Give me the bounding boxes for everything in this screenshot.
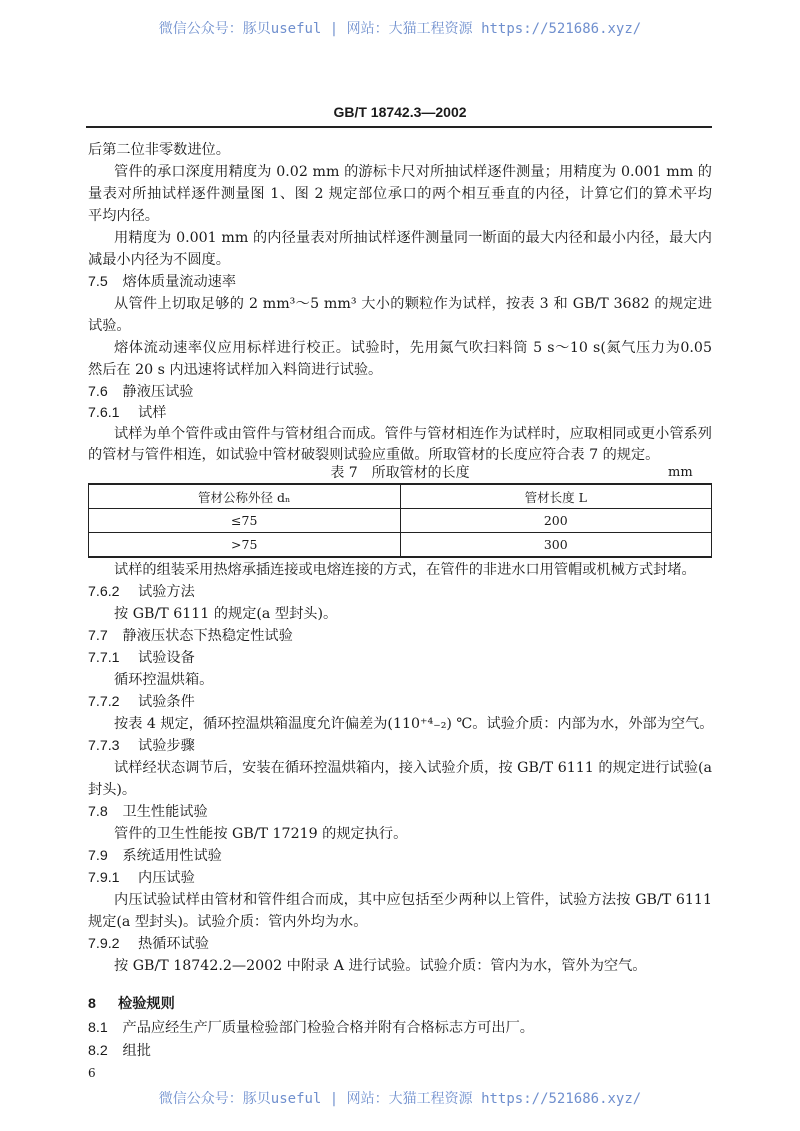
section-number: 7.7.1: [88, 650, 120, 666]
section-number: 7.6.1: [88, 405, 120, 421]
paragraph-line: 然后在 20 s 内迅速将试样加入料筒进行试验。: [88, 362, 383, 378]
column-header: 管材长度 L: [400, 484, 712, 509]
section-title: 试样: [138, 405, 167, 421]
paragraph-line: 平均内径。: [88, 208, 159, 224]
section-heading-7-7-2: [88, 693, 712, 711]
table-unit: mm: [668, 465, 693, 480]
header-rule: [86, 126, 712, 128]
paragraph-line: 试样经状态调节后，安装在循环控温烘箱内，接入试验介质，按 GB/T 6111 的规定进行试验(a: [114, 760, 712, 776]
table-cell: >75: [89, 533, 401, 558]
page-number: 6: [88, 1066, 96, 1080]
section-number: 7.6: [88, 384, 108, 400]
section-number: 7.7.2: [88, 694, 120, 710]
section-heading-7-6-1: [88, 404, 712, 422]
section-title: 静液压状态下热稳定性试验: [122, 628, 293, 644]
section-title: 试验步骤: [138, 738, 195, 754]
paragraph-line: 管件的承口深度用精度为 0.02 mm 的游标卡尺对所抽试样逐件测量；用精度为 0.001 mm 的: [114, 164, 712, 180]
table-row: [89, 509, 712, 533]
section-title: 静液压试验: [122, 384, 194, 400]
section-number: 7.9.1: [88, 870, 120, 886]
table-caption: 表 7 所取管材的长度: [330, 465, 470, 481]
section-number: 8.2: [88, 1043, 108, 1059]
paragraph-line: 试样为单个管件或由管件与管材组合而成。管件与管材相连作为试样时，应取相同或更小管系列: [114, 426, 712, 442]
paragraph-line: 熔体流动速率仪应用标样进行校正。试验时，先用氮气吹扫料筒 5 s～10 s(氮气压力为0.05: [114, 340, 712, 356]
section-heading-7-8: [88, 803, 712, 821]
paragraph-line: 按 GB/T 18742.2—2002 中附录 A 进行试验。试验介质：管内为水，管外为空气。: [114, 958, 647, 974]
section-title: 试验设备: [138, 650, 195, 666]
section-number: 8: [88, 996, 96, 1012]
column-header: 管材公称外径 dₙ: [89, 484, 401, 509]
section-title: 组批: [122, 1043, 151, 1059]
section-title: 熔体质量流动速率: [122, 274, 237, 290]
paragraph-line: 按 GB/T 6111 的规定(a 型封头)。: [114, 606, 338, 622]
section-title: 检验规则: [118, 996, 175, 1012]
section-heading-7-6-2: [88, 583, 712, 601]
section-number: 7.7: [88, 628, 108, 644]
watermark-bottom: 微信公众号：豚贝useful | 网站：大猫工程资源 https://521686.xyz/: [158, 1091, 642, 1107]
section-number: 7.8: [88, 804, 108, 820]
table-cell: 200: [400, 509, 712, 533]
paragraph-line: 试样的组装采用热熔承插连接或电熔连接的方式，在管件的非进水口用管帽或机械方式封堵。: [114, 562, 696, 578]
watermark-top: 微信公众号：豚贝useful | 网站：大猫工程资源 https://521686.xyz/: [158, 21, 642, 37]
section-title: 热循环试验: [138, 936, 209, 952]
paragraph-line: 循环控温烘箱。: [114, 672, 214, 688]
paragraph-line: 试验。: [88, 318, 131, 334]
section-heading-7-9: [88, 847, 712, 865]
paragraph-line: 的管材与管件相连，如试验中管材破裂则试验应重做。所取管材的长度应符合表 7 的规定。: [88, 447, 660, 463]
paragraph-line: 产品应经生产厂质量检验部门检验合格并附有合格标志方可出厂。: [122, 1020, 534, 1036]
section-title: 系统适用性试验: [122, 848, 222, 864]
section-title: 卫生性能试验: [122, 804, 208, 820]
section-number: 8.1: [88, 1020, 108, 1036]
section-number: 7.7.3: [88, 738, 120, 754]
section-number: 7.9: [88, 848, 108, 864]
paragraph-line: 封头)。: [88, 782, 137, 798]
section-heading-7-9-1: [88, 869, 712, 887]
paragraph-line: 减最小内径为不圆度。: [88, 252, 230, 268]
pipe-length-table: [88, 483, 712, 558]
section-number: 7.9.2: [88, 936, 120, 952]
paragraph-line: 内压试验试样由管材和管件组合而成，其中应包括至少两种以上管件，试验方法按 GB/T 6111: [114, 892, 712, 908]
paragraph-line: 用精度为 0.001 mm 的内径量表对所抽试样逐件测量同一断面的最大内径和最小内径，最大内: [114, 230, 712, 246]
section-heading-7-7-3: [88, 737, 712, 755]
section-heading-7-6: [88, 383, 712, 401]
section-heading-8-2: [88, 1042, 712, 1060]
section-heading-7-7-1: [88, 649, 712, 667]
section-heading-7-9-2: [88, 935, 712, 953]
section-heading-7-5: [88, 273, 712, 291]
paragraph-line: 管件的卫生性能按 GB/T 17219 的规定执行。: [114, 826, 408, 842]
document-header: GB/T 18742.3—2002: [333, 104, 467, 120]
section-title: 试验方法: [138, 584, 195, 600]
section-8-1: [88, 1019, 712, 1037]
section-number: 7.6.2: [88, 584, 120, 600]
section-heading-8: [88, 995, 712, 1013]
section-title: 内压试验: [138, 870, 195, 886]
paragraph-line: 后第二位非零数进位。: [88, 142, 230, 158]
section-heading-7-7: [88, 627, 712, 645]
table-header-row: [89, 484, 712, 509]
table-cell: 300: [400, 533, 712, 558]
table-cell: ≤75: [89, 509, 401, 533]
paragraph-line: 按表 4 规定，循环控温烘箱温度允许偏差为(110⁺⁴₋₂) ℃。试验介质：内部为水，外部为空气。: [114, 716, 714, 732]
section-number: 7.5: [88, 274, 108, 290]
paragraph-line: 从管件上切取足够的 2 mm³～5 mm³ 大小的颗粒作为试样，按表 3 和 GB/T 3682 的规定进: [114, 296, 712, 312]
paragraph-line: 规定(a 型封头)。试验介质：管内外均为水。: [88, 914, 368, 930]
section-title: 试验条件: [138, 694, 195, 710]
paragraph-line: 量表对所抽试样逐件测量图 1、图 2 规定部位承口的两个相互垂直的内径，计算它们的算术平均: [88, 186, 712, 202]
table-row: [89, 533, 712, 558]
